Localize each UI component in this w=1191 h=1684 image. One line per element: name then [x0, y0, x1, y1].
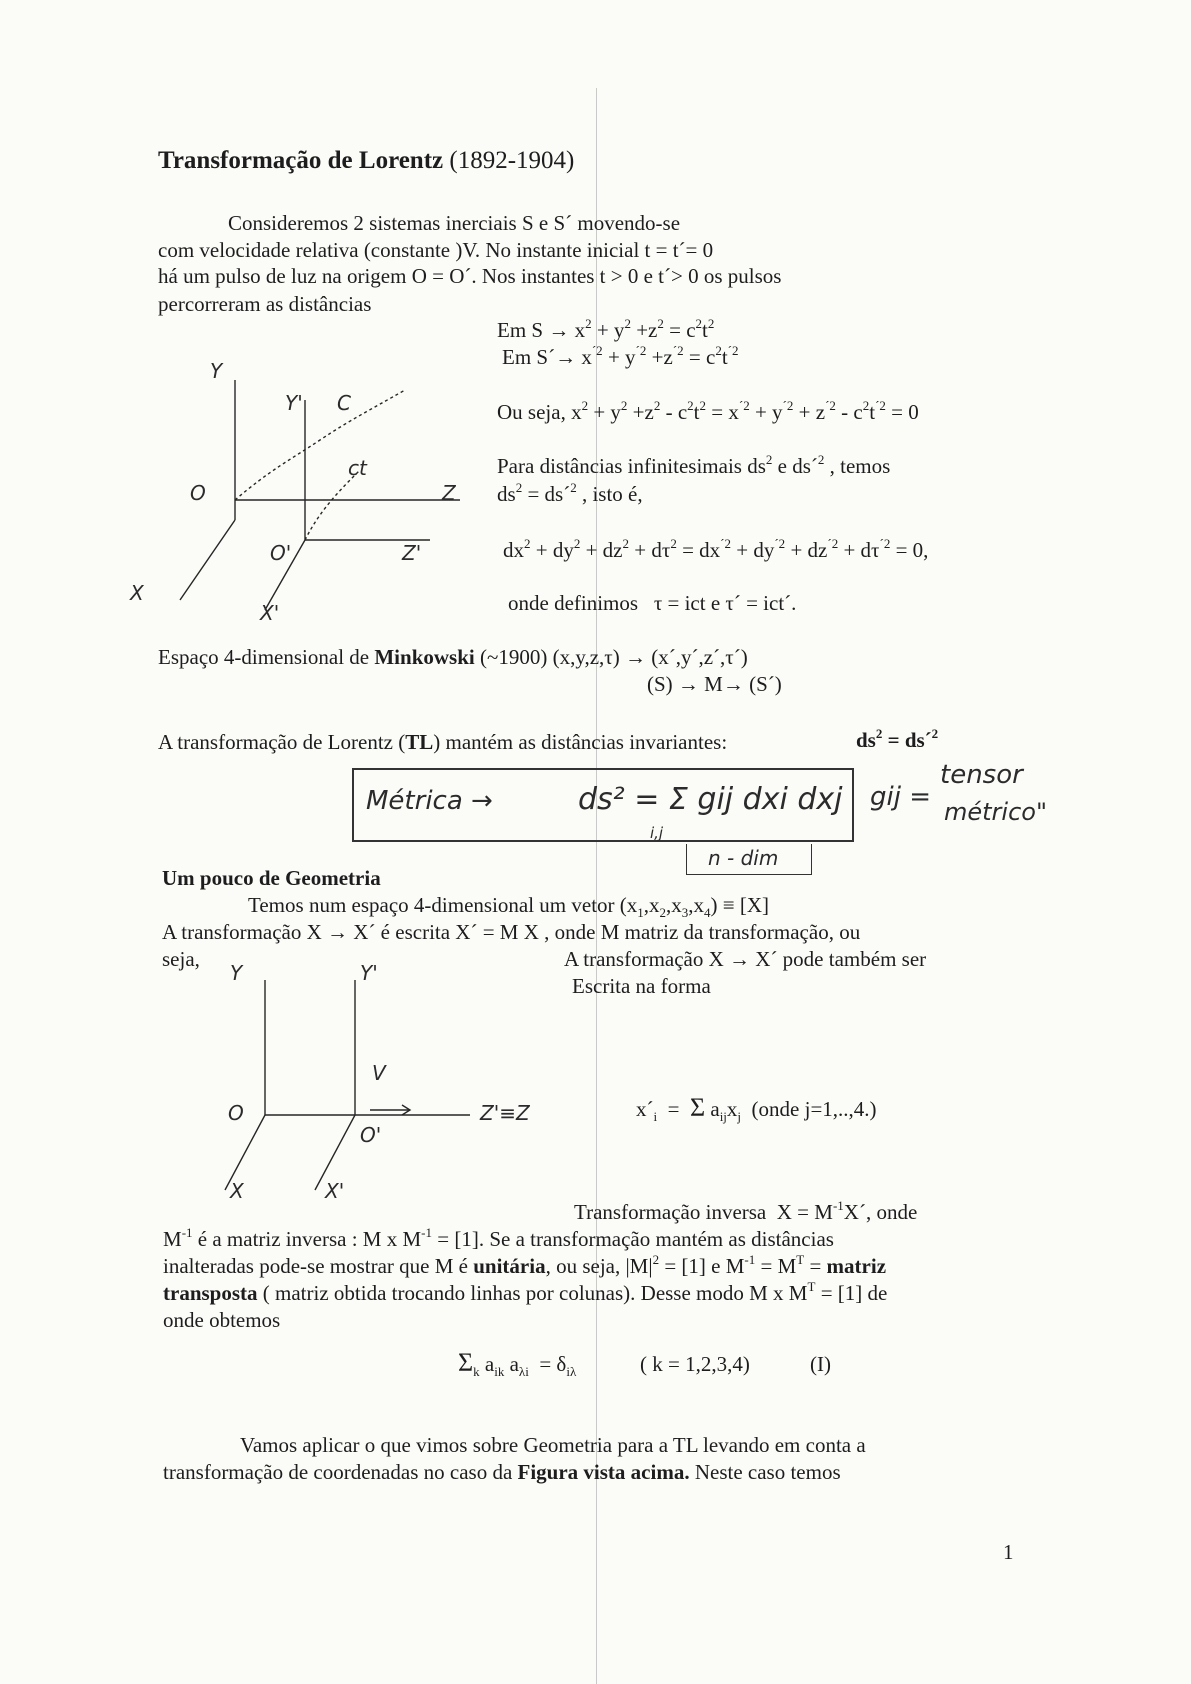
title-years: (1892-1904) — [449, 147, 575, 174]
fig1-label-y-prime: Y' — [285, 391, 303, 415]
fig1-ct-ray — [305, 470, 360, 540]
intro-line-1: Consideremos 2 sistemas inerciais S e S´ movendo-se — [228, 211, 681, 235]
eq-em-s: Em $S \to x^2 + y^2 +z^2 = c^2t^2$ — [497, 316, 715, 342]
hand-tensor: tensor — [940, 760, 1023, 790]
geometry-line-2: A transformação X → X´ é escrita X´ = M X , onde M matriz da transformação, ou — [162, 920, 861, 944]
inverse-line-4: transposta ( matriz obtida trocando linhas por colunas). Desse modo M x $M^T = [1]$ de — [163, 1279, 888, 1305]
orthogonality-formula: $\Sigma_k$ $a_{ik}$ $a_{\lambda i} = \delta_{i\lambda}$ — [458, 1348, 577, 1379]
fig2-label-z: Z'≡Z — [480, 1101, 530, 1125]
equation-label-I: (I) — [810, 1352, 831, 1376]
fig1-label-x: X — [130, 581, 144, 605]
figure-1-axes — [130, 359, 470, 625]
fig2-label-y: Y — [230, 961, 243, 985]
fig2-label-o: O — [228, 1101, 244, 1125]
geometry-heading: Um pouco de Geometria — [162, 866, 381, 890]
hand-n-dim: n - dim — [708, 846, 779, 870]
inverse-line-1: Transformação inversa $X = M^{-1}X´$, onde — [574, 1198, 918, 1224]
hand-metrico: métrico" — [944, 798, 1048, 826]
hand-metrica: Métrica → — [366, 786, 493, 816]
fig1-label-z-prime: Z' — [402, 541, 422, 565]
hand-metric-formula: ds² = Σ gij dxi dxj — [578, 782, 843, 817]
intro-line-3: há um pulso de luz na origem O = O´. Nos instantes t > 0 e t´> 0 os pulsos — [158, 264, 782, 288]
fig1-x-axis — [180, 520, 235, 600]
hand-sum-index: i,j — [650, 824, 664, 842]
fig1-label-y: Y — [210, 359, 223, 383]
fig2-label-x-prime: X' — [325, 1179, 345, 1203]
eq-ou-seja: Ou seja, $x^2 + y^2 +z^2 - c^2t^2 = x^{´2} + y^{´2} + z^{´2} - c^2t^{´2} = 0$ — [497, 398, 919, 424]
para-distancias: Para distâncias infinitesimais $ds^2$ e ds´$^2$ , temos — [497, 452, 891, 478]
fig1-label-x-prime: X' — [260, 601, 280, 625]
fig1-label-c: C — [337, 391, 351, 415]
intro-line-4: percorreram as distâncias — [158, 292, 372, 316]
geometry-line-5: Escrita na forma — [572, 974, 711, 998]
page-number: 1 — [1003, 1540, 1014, 1564]
page-title — [158, 147, 574, 175]
geometry-line-3: seja, — [162, 947, 200, 971]
fig1-label-o-prime: O' — [270, 541, 292, 565]
orthogonality-condition: ( k = 1,2,3,4) — [640, 1352, 750, 1376]
inverse-line-2: $M^{-1}$ é a matriz inversa : M x $M^{-1} = [1]$. Se a transformação mantém as distâncias — [163, 1225, 834, 1251]
geometry-line-1: Temos num espaço 4-dimensional um vetor $(x_1,x_2,x_3,x_4) \equiv [X]$ — [248, 893, 770, 920]
closing-line-2: transformação de coordenadas no caso da Figura vista acima. Neste caso temos — [163, 1460, 841, 1484]
fig1-label-z: Z — [442, 481, 456, 505]
fig1-label-ct: ct — [348, 456, 367, 480]
geometry-line-4: A transformação X → X´ pode também ser — [564, 947, 927, 971]
fig1-label-o: O — [190, 481, 206, 505]
transform-sum-formula: $x´_i = \Sigma$ $a_{ij}x_j$ (onde j=1,..,4.) — [636, 1093, 877, 1124]
hand-gij: gij = — [870, 782, 932, 812]
minkowski-line: Espaço 4-dimensional de Minkowski (~1900) (x,y,z,τ) → (x´,y´,z´,τ´) — [158, 645, 748, 669]
fig1-light-ray — [235, 390, 405, 500]
onde-definimos: onde definimos τ = ict e τ´ = ict´. — [508, 591, 797, 615]
ds-invariant: $ds^2$ = ds´$^2$ — [856, 726, 939, 752]
fig2-label-o-prime: O' — [360, 1123, 382, 1147]
title-main: Transformação de Lorentz — [158, 147, 444, 174]
fig2-label-x: X — [230, 1179, 244, 1203]
closing-line-1: Vamos aplicar o que vimos sobre Geometria para a TL levando em conta a — [240, 1433, 866, 1457]
fig2-label-v: V — [372, 1061, 386, 1085]
figure-2-axes — [210, 950, 530, 1203]
minkowski-mapping: (S) → M→ (S´) — [647, 672, 782, 696]
ds-equality: $ds^2$ = ds´$^2$ , isto é, — [497, 480, 643, 506]
inverse-line-3: inalteradas pode-se mostrar que M é unitária, ou seja, $|M|^2 = [1]$ e $M^{-1} = M^T$ = matriz — [163, 1252, 887, 1278]
intro-line-2: com velocidade relativa (constante )V. No instante inicial t = t´= 0 — [158, 238, 714, 262]
lorentz-invariance-line: A transformação de Lorentz (TL) mantém as distâncias invariantes: — [158, 730, 728, 754]
eq-differential: $dx^2 + dy^2 + dz^2 + d\tau^2 = dx^{´2} + dy^{´2} + dz^{´2} + d\tau^{´2} = 0$, — [503, 536, 929, 562]
inverse-line-5: onde obtemos — [163, 1308, 281, 1332]
fig2-label-y-prime: Y' — [360, 961, 378, 985]
eq-em-s-prime: Em S´→ $x^{´2} + y^{´2} +z^{´2} = c^2t^{´2}$ — [502, 343, 739, 369]
